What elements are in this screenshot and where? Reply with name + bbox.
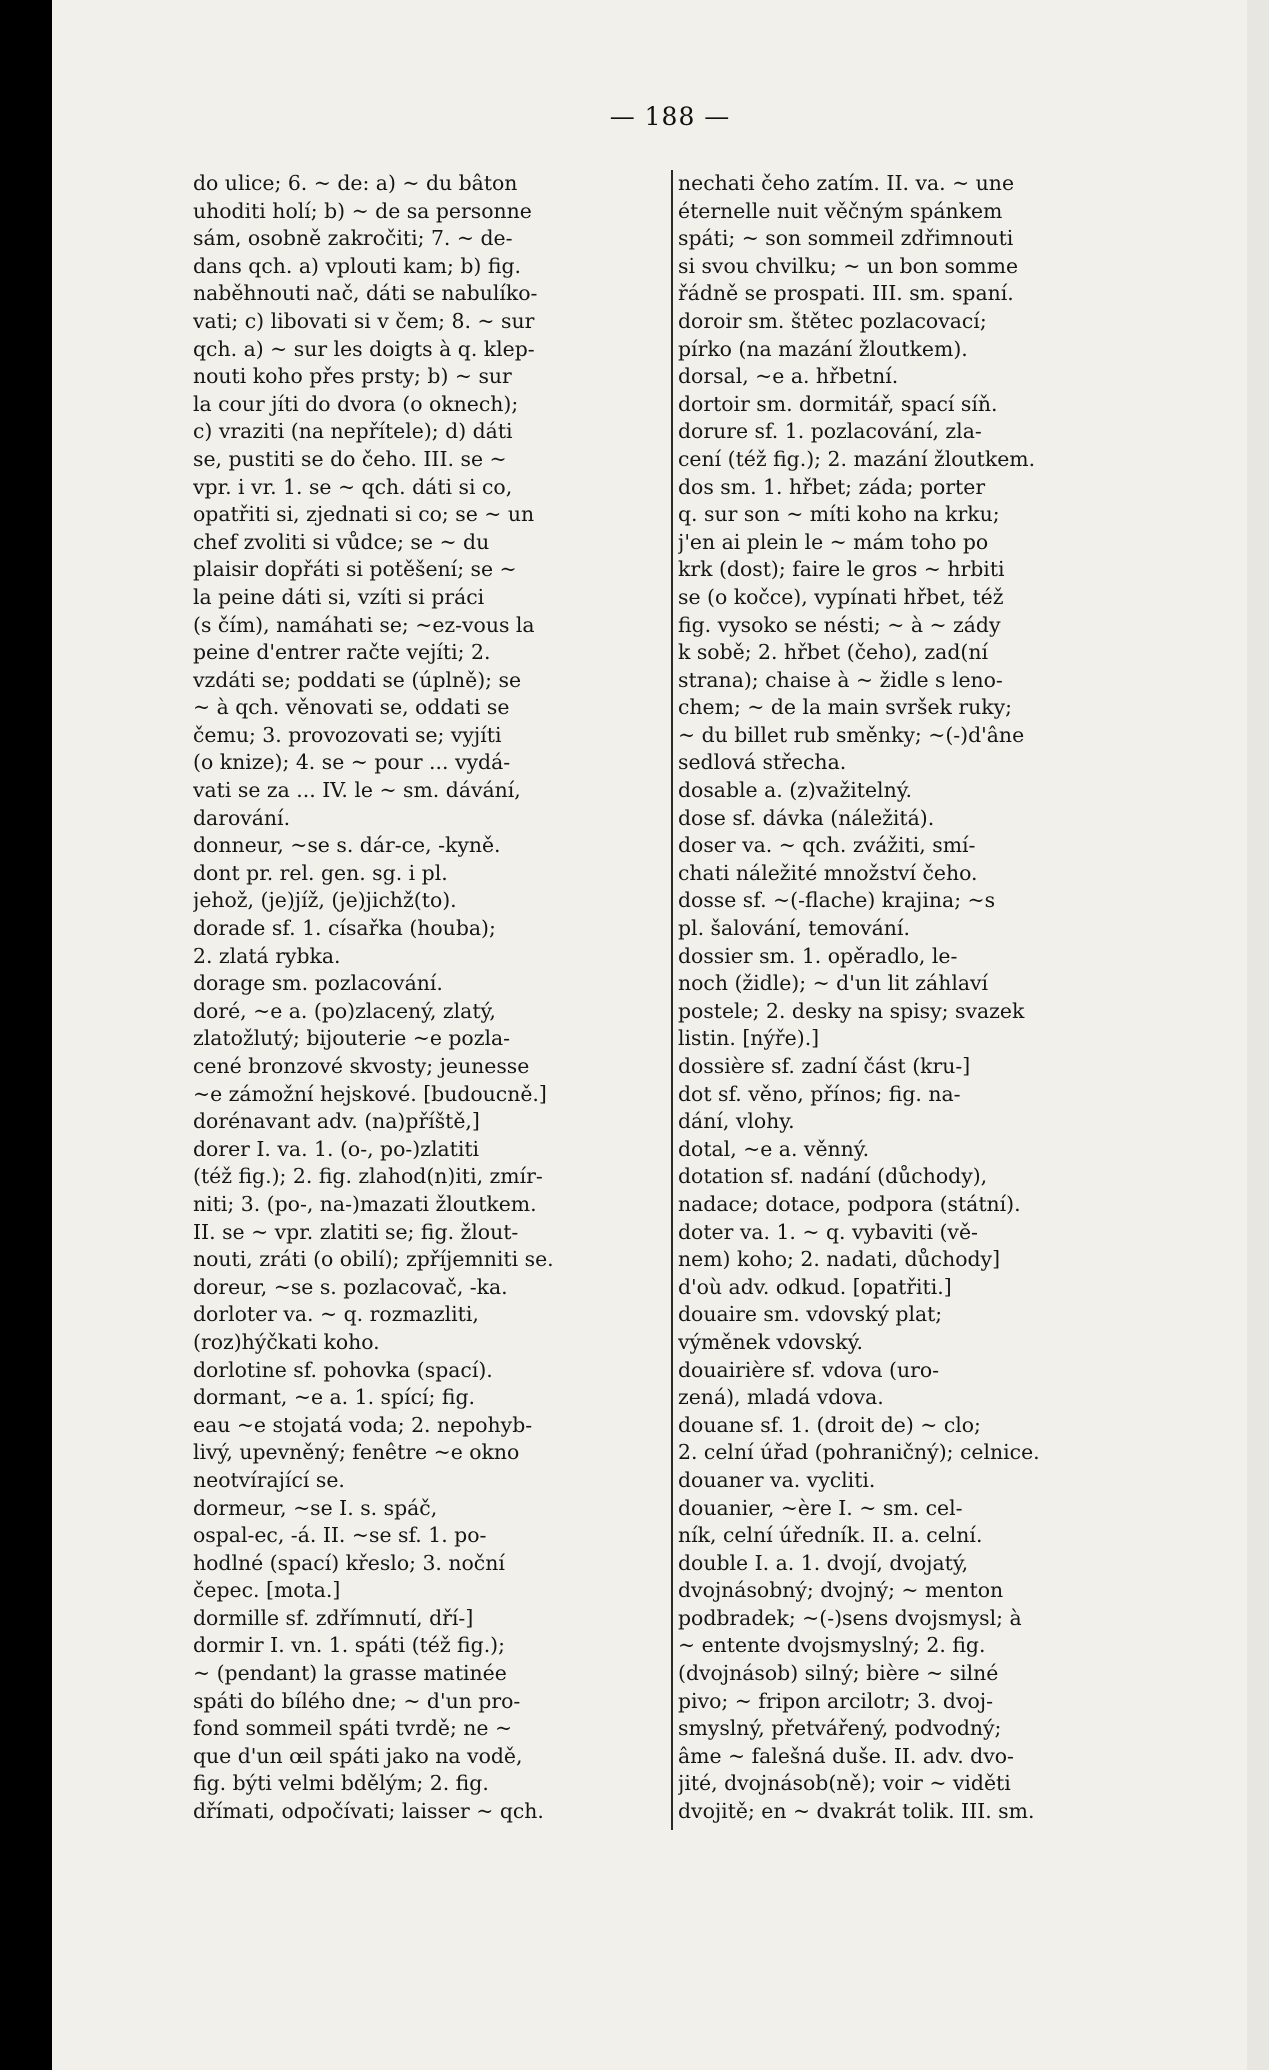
entry-line: nouti, zráti (o obilí); zpříjemniti se. bbox=[193, 1247, 554, 1272]
entry-line: hodlné (spací) křeslo; 3. noční bbox=[193, 1550, 505, 1575]
entry-line: smyslný, přetvářený, podvodný; bbox=[678, 1716, 1002, 1741]
entry-line: dossier sm. 1. opěradlo, le- bbox=[678, 943, 958, 968]
entry-line: 2. zlatá rybka. bbox=[193, 943, 341, 968]
entry-line: vzdáti se; poddati se (úplně); se bbox=[193, 667, 522, 692]
entry-line: dos sm. 1. hřbet; záda; porter bbox=[678, 474, 986, 499]
entry-line: doser va. ~ qch. zvážiti, smí- bbox=[678, 833, 976, 858]
right-column bbox=[678, 170, 1138, 1830]
entry-line: livý, upevněný; fenêtre ~e okno bbox=[193, 1440, 520, 1465]
entry-line: donneur, ~se s. dár-ce, -kyně. bbox=[193, 833, 501, 858]
entry-line: ~ à qch. věnovati se, oddati se bbox=[193, 695, 510, 720]
entry-line: chef zvoliti si vůdce; se ~ du bbox=[193, 529, 490, 554]
entry-line: dřímati, odpočívati; laisser ~ qch. bbox=[193, 1799, 544, 1824]
entry-line: que d'un œil spáti jako na vodě, bbox=[193, 1743, 523, 1768]
entry-line: (dvojnásob) silný; bière ~ silné bbox=[678, 1661, 999, 1686]
entry-line: dorer I. va. 1. (o-, po-)zlatiti bbox=[193, 1136, 480, 1161]
entry-line: c) vraziti (na nepřítele); d) dáti bbox=[193, 419, 513, 444]
entry-line: dose sf. dávka (náležitá). bbox=[678, 805, 935, 830]
entry-line: douaner va. vycliti. bbox=[678, 1467, 876, 1492]
entry-line: fond sommeil spáti tvrdě; ne ~ bbox=[193, 1716, 513, 1741]
entry-line: fig. vysoko se nésti; ~ à ~ zády bbox=[678, 612, 1001, 637]
entry-line: dorénavant adv. (na)příště,] bbox=[193, 1109, 480, 1134]
entry-line: podbradek; ~(-)sens dvojsmysl; à bbox=[678, 1605, 1022, 1630]
entry-line: douairière sf. vdova (uro- bbox=[678, 1357, 940, 1382]
entry-line: vati se za ... IV. le ~ sm. dávání, bbox=[193, 778, 521, 803]
entry-line: pírko (na mazání žloutkem). bbox=[678, 336, 968, 361]
entry-line: pl. šalování, temování. bbox=[678, 916, 910, 941]
entry-line: zlatožlutý; bijouterie ~e pozla- bbox=[193, 1026, 511, 1051]
entry-line: dosse sf. ~(-flache) krajina; ~s bbox=[678, 888, 996, 913]
entry-line: (s čím), namáhati se; ~ez-vous la bbox=[193, 612, 535, 637]
entry-line: nechati čeho zatím. II. va. ~ une bbox=[678, 171, 1015, 195]
entry-line: double I. a. 1. dvojí, dvojatý, bbox=[678, 1550, 969, 1575]
entry-line: niti; 3. (po-, na-)mazati žloutkem. bbox=[193, 1191, 537, 1216]
entry-line: uhoditi holí; b) ~ de sa personne bbox=[193, 198, 532, 223]
entry-line: dorloter va. ~ q. rozmazliti, bbox=[193, 1302, 479, 1327]
entry-line: se, pustiti se do čeho. III. se ~ bbox=[193, 446, 507, 471]
entry-line: opatřiti si, zjednati si co; se ~ un bbox=[193, 502, 535, 527]
entry-line: dormeur, ~se I. s. spáč, bbox=[193, 1495, 438, 1520]
entry-line: eau ~e stojatá voda; 2. nepohyb- bbox=[193, 1412, 533, 1437]
entry-line: spáti; ~ son sommeil zdřimnouti bbox=[678, 226, 1014, 251]
entry-line: dormille sf. zdřímnutí, dří-] bbox=[193, 1605, 474, 1630]
entry-line: ~ (pendant) la grasse matinée bbox=[193, 1661, 507, 1686]
entry-line: (roz)hýčkati koho. bbox=[193, 1329, 380, 1354]
entry-line: dortoir sm. dormitář, spací síň. bbox=[678, 391, 998, 416]
entry-line: strana); chaise à ~ židle s leno- bbox=[678, 667, 1003, 692]
entry-line: II. se ~ vpr. zlatiti se; fig. žlout- bbox=[193, 1219, 519, 1244]
page-number: — 188 — bbox=[609, 102, 731, 131]
entry-line: âme ~ falešná duše. II. adv. dvo- bbox=[678, 1743, 1014, 1768]
entry-line: dormir I. vn. 1. spáti (též fig.); bbox=[193, 1633, 506, 1658]
entry-line: dot sf. věno, přínos; fig. na- bbox=[678, 1081, 961, 1106]
entry-line: douanier, ~ère I. ~ sm. cel- bbox=[678, 1495, 963, 1520]
entry-line: se (o kočce), vypínati hřbet, též bbox=[678, 584, 1004, 609]
entry-line: listin. [nýře).] bbox=[678, 1026, 820, 1051]
entry-line: doroir sm. štětec pozlacovací; bbox=[678, 308, 987, 333]
entry-line: doré, ~e a. (po)zlacený, zlatý, bbox=[193, 998, 496, 1023]
entry-line: dosable a. (z)važitelný. bbox=[678, 778, 912, 803]
entry-line: noch (židle); ~ d'un lit záhlaví bbox=[678, 971, 989, 996]
entry-line: chati náležité množství čeho. bbox=[678, 860, 978, 885]
entry-line: k sobě; 2. hřbet (čeho), zad(ní bbox=[678, 640, 988, 665]
adjacent-page-edge bbox=[1247, 0, 1269, 2070]
entry-line: vpr. i vr. 1. se ~ qch. dáti si co, bbox=[193, 474, 513, 499]
entry-line: si svou chvilku; ~ un bon somme bbox=[678, 253, 1019, 278]
entry-line: dont pr. rel. gen. sg. i pl. bbox=[193, 860, 448, 885]
entry-line: dvojitě; en ~ dvakrát tolik. III. sm. bbox=[678, 1799, 1035, 1824]
entry-line: výměnek vdovský. bbox=[678, 1329, 863, 1354]
entry-line: dorlotine sf. pohovka (spací). bbox=[193, 1357, 493, 1382]
entry-line: fig. býti velmi bdělým; 2. fig. bbox=[193, 1771, 489, 1796]
entry-line: postele; 2. desky na spisy; svazek bbox=[678, 998, 1025, 1023]
entry-line: ~ du billet rub směnky; ~(-)d'âne bbox=[678, 722, 1025, 747]
entry-line: dotal, ~e a. věnný. bbox=[678, 1136, 870, 1161]
entry-line: řádně se prospati. III. sm. spaní. bbox=[678, 281, 1014, 306]
entry-line: dorade sf. 1. císařka (houba); bbox=[193, 916, 496, 941]
entry-line: cené bronzové skvosty; jeunesse bbox=[193, 1054, 530, 1078]
entry-line: darování. bbox=[193, 805, 291, 830]
entry-line: doreur, ~se s. pozlacovač, -ka. bbox=[193, 1274, 508, 1299]
entry-line: douane sf. 1. (droit de) ~ clo; bbox=[678, 1412, 981, 1437]
entry-line: dans qch. a) vplouti kam; b) fig. bbox=[193, 253, 521, 278]
entry-line: ník, celní úředník. II. a. celní. bbox=[678, 1523, 983, 1548]
entry-line: jité, dvojnásob(ně); voir ~ viděti bbox=[678, 1771, 1011, 1796]
entry-line: la cour jíti do dvora (o oknech); bbox=[193, 391, 519, 416]
entry-line: plaisir dopřáti si potěšení; se ~ bbox=[193, 557, 517, 582]
entry-line: spáti do bílého dne; ~ d'un pro- bbox=[193, 1688, 521, 1713]
entry-line: d'où adv. odkud. [opatřiti.] bbox=[678, 1274, 952, 1299]
entry-line: zená), mladá vdova. bbox=[678, 1385, 884, 1410]
entry-line: douaire sm. vdovský plat; bbox=[678, 1302, 943, 1327]
entry-line: krk (dost); faire le gros ~ hrbiti bbox=[678, 557, 1005, 582]
entry-line: sedlová střecha. bbox=[678, 750, 847, 775]
entry-line: (o knize); 4. se ~ pour ... vydá- bbox=[193, 750, 511, 775]
entry-line: vati; c) libovati si v čem; 8. ~ sur bbox=[193, 308, 535, 333]
entry-line: peine d'entrer račte vejíti; 2. bbox=[193, 640, 491, 665]
entry-line: doter va. 1. ~ q. vybaviti (vě- bbox=[678, 1219, 978, 1244]
entry-line: dorage sm. pozlacování. bbox=[193, 971, 443, 996]
entry-line: naběhnouti nač, dáti se nabulíko- bbox=[193, 281, 538, 306]
entry-line: éternelle nuit věčným spánkem bbox=[678, 198, 1003, 223]
entry-line: dorsal, ~e a. hřbetní. bbox=[678, 364, 899, 389]
entry-line: (též fig.); 2. fig. zlahod(n)iti, zmír- bbox=[193, 1164, 543, 1189]
entry-line: nouti koho přes prsty; b) ~ sur bbox=[193, 364, 512, 389]
entry-line: dormant, ~e a. 1. spící; fig. bbox=[193, 1385, 476, 1410]
entry-line: ospal-ec, -á. II. ~se sf. 1. po- bbox=[193, 1523, 487, 1548]
entry-line: do ulice; 6. ~ de: a) ~ du bâton bbox=[193, 171, 518, 195]
entry-line: j'en ai plein le ~ mám toho po bbox=[678, 529, 989, 554]
entry-line: sám, osobně zakročiti; 7. ~ de- bbox=[193, 226, 513, 251]
entry-line: qch. a) ~ sur les doigts à q. klep- bbox=[193, 336, 535, 361]
entry-line: la peine dáti si, vzíti si práci bbox=[193, 584, 485, 609]
entry-line: ~ entente dvojsmyslný; 2. fig. bbox=[678, 1633, 986, 1658]
left-column bbox=[193, 170, 653, 1830]
entry-line: dvojnásobný; dvojný; ~ menton bbox=[678, 1578, 1004, 1603]
column-divider bbox=[671, 170, 673, 1830]
entry-line: neotvírající se. bbox=[193, 1467, 345, 1492]
entry-line: dání, vlohy. bbox=[678, 1109, 795, 1134]
entry-line: jehož, (je)jíž, (je)jichž(to). bbox=[193, 888, 457, 913]
entry-line: cení (též fig.); 2. mazání žloutkem. bbox=[678, 446, 1036, 471]
entry-line: čemu; 3. provozovati se; vyjíti bbox=[193, 722, 502, 747]
entry-line: nadace; dotace, podpora (státní). bbox=[678, 1191, 1021, 1216]
entry-line: chem; ~ de la main svršek ruky; bbox=[678, 695, 1012, 720]
entry-line: 2. celní úřad (pohraničný); celnice. bbox=[678, 1440, 1040, 1465]
entry-line: ~e zámožní hejskové. [budoucně.] bbox=[193, 1081, 547, 1106]
entry-line: čepec. [mota.] bbox=[193, 1578, 341, 1603]
entry-line: q. sur son ~ míti koho na krku; bbox=[678, 502, 1000, 527]
entry-line: dotation sf. nadání (důchody), bbox=[678, 1164, 988, 1189]
entry-line: pivo; ~ fripon arcilotr; 3. dvoj- bbox=[678, 1688, 993, 1713]
entry-line: dossière sf. zadní část (kru-] bbox=[678, 1054, 971, 1078]
entry-line: nem) koho; 2. nadati, důchody] bbox=[678, 1247, 1001, 1272]
entry-line: dorure sf. 1. pozlacování, zla- bbox=[678, 419, 982, 444]
